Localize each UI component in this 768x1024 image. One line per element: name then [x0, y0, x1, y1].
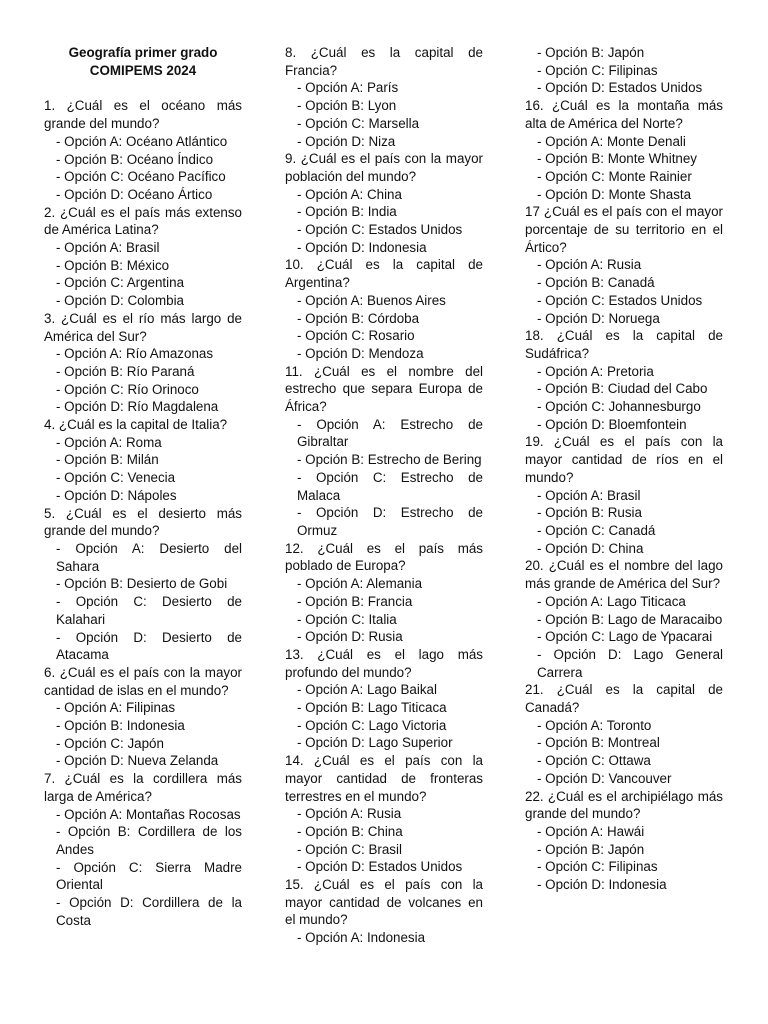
title-line-1: Geografía primer grado [68, 45, 218, 60]
question-text: 13. ¿Cuál es el lago más profundo del mundo? [285, 646, 483, 680]
document-title [44, 44, 242, 79]
answer-option: - Opción D: Monte Shasta [537, 186, 692, 202]
answer-option: - Opción A: Estrecho de Gibraltar [297, 416, 483, 450]
answer-option: - Opción C: Estrecho de Malaca [297, 469, 483, 503]
answer-option: - Opción B: Océano Índico [56, 151, 214, 167]
answer-option: - Opción B: China [297, 823, 403, 839]
answer-option: - Opción B: Lago Titicaca [297, 700, 447, 716]
column-2-body [285, 44, 483, 947]
answer-option: - Opción C: Río Orinoco [56, 381, 199, 397]
answer-option: - Opción B: Estrecho de Bering [297, 452, 482, 468]
answer-option: - Opción B: Cordillera de los Andes [56, 824, 242, 857]
answer-option: - Opción A: Roma [56, 434, 162, 450]
column-3 [525, 44, 723, 894]
answer-option: - Opción A: París [297, 80, 399, 96]
answer-option: - Opción C: Rosario [297, 328, 415, 344]
answer-option: - Opción C: Filipinas [537, 859, 658, 875]
answer-option: - Opción C: Estados Unidos [537, 292, 703, 308]
question-text: 15. ¿Cuál es el país con la mayor cantidad de volcanes en el mundo? [285, 877, 483, 928]
answer-option: - Opción B: India [297, 204, 397, 220]
question-text: 21. ¿Cuál es la capital de Canadá? [525, 682, 723, 716]
answer-option: - Opción A: Brasil [537, 487, 641, 503]
answer-option: - Opción A: Monte Denali [537, 133, 686, 149]
answer-option: - Opción A: Pretoria [537, 363, 654, 379]
answer-option: - Opción C: Monte Rainier [537, 168, 692, 184]
answer-option: - Opción A: Indonesia [297, 930, 426, 946]
question-text: 14. ¿Cuál es el país con la mayor cantidad de fronteras terrestres en el mundo? [285, 753, 483, 804]
answer-option: - Opción A: Océano Atlántico [56, 133, 228, 149]
question-text: 7. ¿Cuál es la cordillera más larga de América? [44, 771, 242, 804]
answer-option: - Opción B: Lyon [297, 98, 397, 114]
question-text: 6. ¿Cuál es el país con la mayor cantidad de islas en el mundo? [44, 664, 242, 698]
title-spacer [44, 79, 242, 97]
answer-option: - Opción B: Rusia [537, 505, 642, 521]
answer-option: - Opción A: Montañas Rocosas [56, 806, 241, 822]
answer-option: - Opción D: Lago Superior [297, 735, 453, 751]
answer-option: - Opción B: Ciudad del Cabo [537, 381, 708, 397]
answer-option: - Opción C: Brasil [297, 841, 402, 857]
answer-option: - Opción D: Desierto de Atacama [56, 629, 242, 663]
answer-option: - Opción D: Rusia [297, 629, 403, 645]
answer-option: - Opción A: Buenos Aires [297, 292, 446, 308]
answer-option: - Opción D: Cordillera de la Costa [56, 895, 242, 928]
answer-option: - Opción D: Niza [297, 133, 396, 149]
answer-option: - Opción B: Francia [297, 593, 413, 609]
column-3-body [525, 44, 723, 894]
question-text: 3. ¿Cuál es el río más largo de América del Sur? [44, 310, 242, 344]
question-text: 10. ¿Cuál es la capital de Argentina? [285, 257, 483, 291]
answer-option: - Opción C: Lago Victoria [297, 717, 447, 733]
answer-option: - Opción D: Colombia [56, 293, 185, 309]
question-text: 8. ¿Cuál es la capital de Francia? [285, 45, 483, 78]
question-text: 4. ¿Cuál es la capital de Italia? [44, 417, 228, 433]
question-text: 20. ¿Cuál es el nombre del lago más grande de América del Sur? [525, 558, 723, 592]
answer-option: - Opción A: Filipinas [56, 700, 176, 716]
answer-option: - Opción C: Argentina [56, 275, 185, 291]
answer-option: - Opción D: Noruega [537, 310, 660, 326]
answer-option: - Opción B: México [56, 257, 170, 273]
question-text: 12. ¿Cuál es el país más poblado de Europa? [285, 540, 483, 574]
answer-option: - Opción A: Rusia [297, 806, 402, 822]
answer-option: - Opción D: Nueva Zelanda [56, 753, 219, 769]
answer-option: - Opción A: Rusia [537, 257, 642, 273]
answer-option: - Opción A: Alemania [297, 576, 423, 592]
answer-option: - Opción C: Desierto de Kalahari [56, 594, 242, 627]
answer-option: - Opción B: Japón [537, 45, 645, 60]
question-text: 19. ¿Cuál es el país con la mayor cantidad de ríos en el mundo? [525, 434, 723, 485]
answer-option: - Opción B: Lago de Maracaibo [537, 611, 723, 627]
answer-option: - Opción A: Hawái [537, 823, 645, 839]
answer-option: - Opción A: Lago Titicaca [537, 593, 686, 609]
answer-option: - Opción B: Córdoba [297, 310, 420, 326]
answer-option: - Opción A: Brasil [56, 240, 160, 256]
answer-option: - Opción D: Indonesia [297, 239, 427, 255]
answer-option: - Opción B: Monte Whitney [537, 151, 698, 167]
answer-option: - Opción C: Canadá [537, 522, 656, 538]
column-1-body [44, 97, 242, 929]
question-text: 16. ¿Cuál es la montaña más alta de América del Norte? [525, 98, 723, 131]
answer-option: - Opción D: Mendoza [297, 345, 424, 361]
question-text: 9. ¿Cuál es el país con la mayor población del mundo? [285, 151, 483, 184]
answer-option: - Opción B: Montreal [537, 735, 660, 751]
answer-option: - Opción D: Océano Ártico [56, 186, 213, 202]
answer-option: - Opción C: Estados Unidos [297, 222, 463, 238]
answer-option: - Opción C: Filipinas [537, 62, 658, 78]
answer-option: - Opción D: Bloemfontein [537, 416, 687, 432]
answer-option: - Opción A: Río Amazonas [56, 346, 214, 362]
answer-option: - Opción C: Japón [56, 735, 164, 751]
answer-option: - Opción D: Nápoles [56, 487, 177, 503]
answer-option: - Opción B: Canadá [537, 275, 655, 291]
answer-option: - Opción A: Lago Baikal [297, 682, 437, 698]
answer-option: - Opción A: China [297, 186, 402, 202]
answer-option: - Opción D: Vancouver [537, 770, 672, 786]
answer-option: - Opción A: Toronto [537, 717, 652, 733]
answer-option: - Opción C: Océano Pacífico [56, 169, 226, 185]
answer-option: - Opción C: Ottawa [537, 753, 651, 769]
column-1 [44, 44, 242, 929]
title-line-2: COMIPEMS 2024 [89, 62, 197, 78]
question-text: 1. ¿Cuál es el océano más grande del mundo? [44, 98, 242, 132]
answer-option: - Opción D: Indonesia [537, 877, 667, 893]
answer-option: - Opción D: Lago General Carrera [537, 646, 723, 680]
question-text: 2. ¿Cuál es el país más extenso de América Latina? [44, 204, 242, 238]
question-text: 11. ¿Cuál es el nombre del estrecho que separa Europa de África? [285, 363, 483, 415]
answer-option: - Opción C: Marsella [297, 115, 420, 131]
answer-option: - Opción D: Río Magdalena [56, 399, 219, 415]
answer-option: - Opción D: China [537, 540, 644, 556]
column-2 [285, 44, 483, 947]
answer-option: - Opción B: Río Paraná [56, 363, 195, 379]
question-text: 22. ¿Cuál es el archipiélago más grande del mundo? [525, 788, 723, 822]
answer-option: - Opción B: Milán [56, 452, 159, 468]
answer-option: - Opción C: Lago de Ypacarai [537, 629, 713, 645]
answer-option: - Opción B: Desierto de Gobi [56, 576, 228, 592]
answer-option: - Opción B: Indonesia [56, 718, 185, 734]
answer-option: - Opción B: Japón [537, 841, 645, 857]
answer-option: - Opción A: Desierto del Sahara [56, 540, 242, 574]
answer-option: - Opción D: Estrecho de Ormuz [297, 505, 483, 538]
answer-option: - Opción C: Venecia [56, 470, 176, 486]
answer-option: - Opción C: Sierra Madre Oriental [56, 859, 242, 893]
answer-option: - Opción D: Estados Unidos [537, 80, 703, 96]
answer-option: - Opción C: Johannesburgo [537, 399, 701, 415]
answer-option: - Opción C: Italia [297, 611, 397, 627]
question-text: 5. ¿Cuál es el desierto más grande del mundo? [44, 505, 242, 539]
question-text: 18. ¿Cuál es la capital de Sudáfrica? [525, 328, 723, 361]
question-text: 17 ¿Cuál es el país con el mayor porcentaje de su territorio en el Ártico? [525, 204, 723, 255]
answer-option: - Opción D: Estados Unidos [297, 859, 463, 875]
